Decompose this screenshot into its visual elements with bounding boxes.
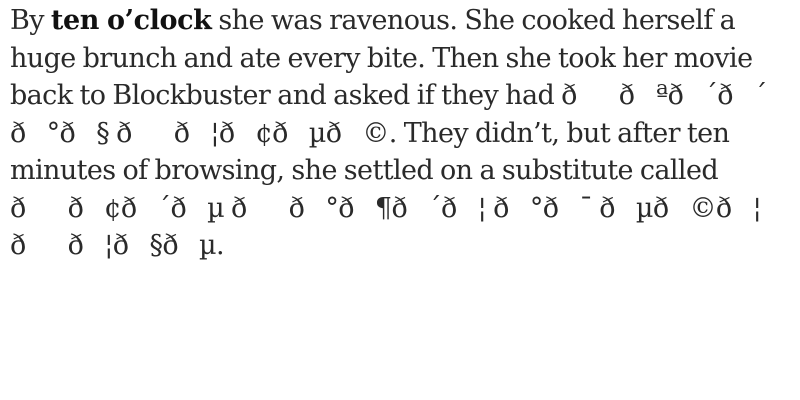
story-paragraph (10, 2, 780, 265)
bold-time-phrase: ten o’clock (50, 5, 212, 36)
closing-period: . (215, 230, 224, 261)
garbled-movie-title-2: ðð¢ð´ðµ ðð°ð¶ð´ð¦ ð°ð¯ ðµð©ð¦ ðð¦ð§ðµ (10, 192, 762, 261)
body-text-1: she was ravenous. She cooked herself a huge brunch and ate every bite. Then she took her movie back to Blockbuster and asked if they had (10, 5, 753, 111)
body-text-2: . They didn’t, but after ten minutes of browsing, she settled on a substitute called (10, 117, 730, 186)
intro-text: By (10, 5, 51, 36)
garbled-movie-title-1: ððªð´ð´ ð°ð§ ðð¦ð¢ðµð© (10, 80, 767, 149)
